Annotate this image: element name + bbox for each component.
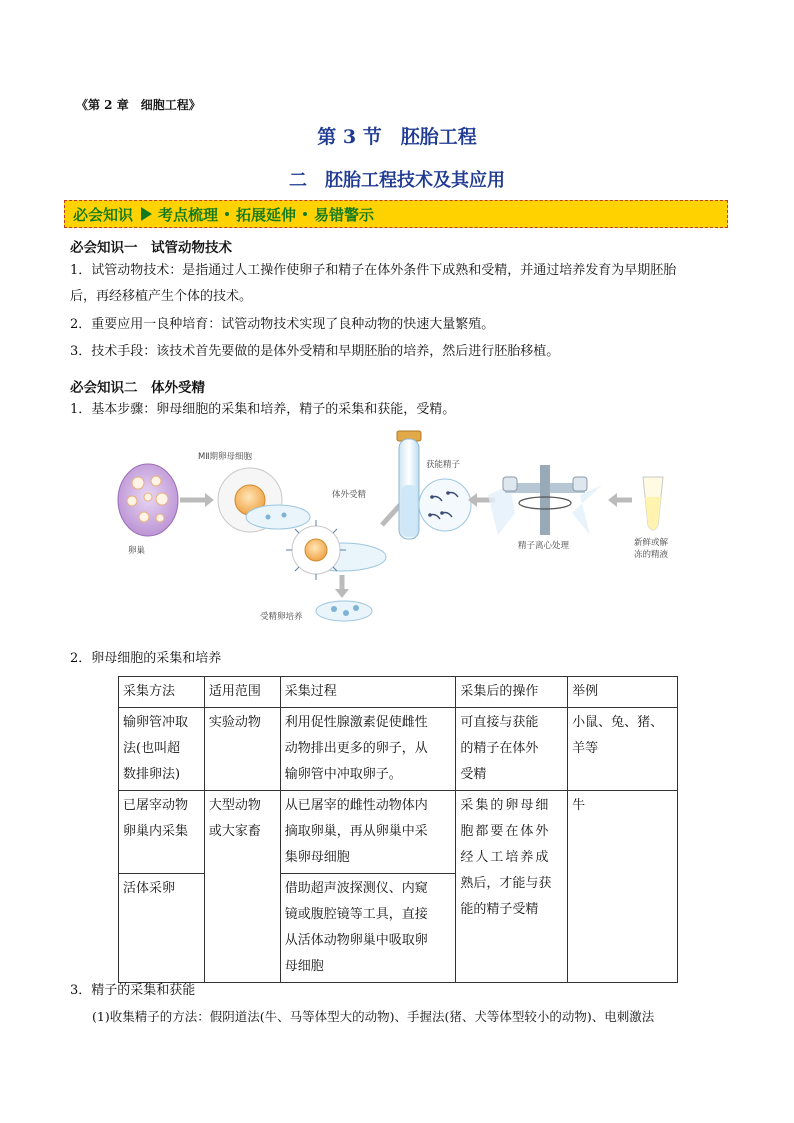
paragraph: 3．技术手段：该技术首先要做的是体外受精和早期胚胎的培养，然后进行胚胎移植。 (70, 344, 560, 359)
cell-line: 卵巢内采集 (123, 824, 189, 839)
cell-line: 或大家畜 (208, 824, 261, 839)
table-row (119, 791, 678, 874)
banner-item: 考点梳理 (158, 205, 219, 224)
oocyte-dish-illustration (218, 468, 310, 532)
cell-line: 母细胞 (284, 959, 324, 974)
table-cell (119, 708, 205, 791)
cell-line: 的精子在体外 (460, 741, 539, 756)
semen-label: 冻的精液 (634, 550, 669, 560)
zygote-dish-illustration (316, 601, 372, 621)
cell-line: 胞都要在体外 (460, 824, 551, 839)
arrow-icon (382, 505, 400, 525)
paragraph: 后，再经移植产生个体的技术。 (70, 289, 253, 304)
ovary-illustration (118, 464, 178, 536)
cell-line: 从活体动物卵巢中吸取卵 (284, 933, 428, 948)
oocyte-collection-table (118, 676, 678, 983)
chapter-label: 《第 2 章 细胞工程》 (76, 98, 201, 112)
table-cell: 活体采卵 (119, 874, 205, 983)
subsection-title: 二 胚胎工程技术及其应用 (289, 170, 505, 191)
cell-line: 集卵母细胞 (284, 850, 350, 865)
arrow-icon (335, 589, 349, 598)
cell-line: 大型动物 (208, 798, 261, 813)
cell-line: 镜或腹腔镜等工具，直接 (284, 907, 428, 922)
cell-line: 熟后，才能与获 (460, 876, 552, 891)
table-cell: 实验动物 (204, 708, 280, 791)
table-cell (280, 874, 456, 983)
cell-line: 受精 (460, 767, 487, 782)
arrow-icon (608, 493, 617, 507)
cell-line: 小鼠、兔、猪、 (572, 715, 664, 730)
banner-item: 拓展延伸 (236, 205, 297, 224)
knowledge2-heading: 必会知识二 体外受精 (70, 380, 205, 396)
cell-line: 输卵管中冲取卵子。 (284, 767, 402, 782)
cell-line: 利用促性腺激素促使雌性 (284, 715, 428, 730)
cell-line: 借助超声波探测仪、内窥 (284, 881, 428, 896)
table-header: 采集后的操作 (456, 677, 568, 708)
zygote-culture-label: 受精卵培养 (260, 612, 303, 622)
table-cell (280, 791, 456, 874)
cell-line: 输卵管冲取 (123, 715, 189, 730)
cell-line: 能的精子受精 (460, 902, 539, 917)
table-cell: 牛 (568, 791, 678, 983)
table-cell (280, 708, 456, 791)
table-row (119, 708, 678, 791)
paragraph: 2．重要应用一良种培育：试管动物技术实现了良种动物的快速大量繁殖。 (70, 317, 495, 332)
cell-line: 摘取卵巢，再从卵巢中采 (284, 824, 428, 839)
ivf-label: 体外受精 (332, 490, 367, 500)
centrifuge-label: 精子离心处理 (518, 541, 570, 551)
table-cell (204, 791, 280, 983)
banner-label: 必会知识 (73, 205, 134, 224)
cell-line: 从已屠宰的雌性动物体内 (284, 798, 428, 813)
ovary-label: 卵巢 (128, 546, 146, 556)
arrow-icon (205, 493, 214, 507)
cell-line: 已屠宰动物 (123, 798, 189, 813)
paragraph: 3．精子的采集和获能 (70, 983, 196, 998)
capacitated-sperm-label: 获能精子 (426, 460, 461, 470)
table-cell (119, 791, 205, 874)
knowledge1-heading: 必会知识一 试管动物技术 (70, 240, 232, 256)
mii-oocyte-label: MⅡ期卵母细胞 (198, 452, 253, 462)
cell-line: 羊等 (572, 741, 599, 756)
sperm-dish-illustration (419, 479, 471, 531)
cell-line: 法(也叫超 (123, 741, 181, 756)
semen-label: 新鲜或解 (634, 538, 669, 548)
table-header: 采集过程 (280, 677, 456, 708)
knowledge-banner (64, 200, 728, 228)
cell-line: 动物排出更多的卵子，从 (284, 741, 428, 756)
centrifuge-illustration (488, 465, 602, 535)
table-cell (456, 791, 568, 983)
semen-tube-illustration (643, 477, 663, 530)
table-header: 采集方法 (119, 677, 205, 708)
cell-line: 经人工培养成 (460, 850, 551, 865)
paragraph: 2．卵母细胞的采集和培养 (70, 651, 222, 666)
banner-item: 易错警示 (314, 205, 375, 224)
ivf-dish-illustration (286, 520, 386, 580)
play-arrow-icon (141, 207, 152, 221)
cell-line: 数排卵法) (123, 767, 181, 782)
ivf-process-diagram (110, 425, 690, 640)
table-cell (456, 708, 568, 791)
bullet-icon (225, 212, 229, 216)
test-tube-illustration (397, 431, 421, 539)
cell-line: 可直接与获能 (460, 715, 539, 730)
paragraph: 1．试管动物技术：是指通过人工操作使卵子和精子在体外条件下成熟和受精，并通过培养发育为早期胚胎 (70, 263, 677, 278)
table-header: 适用范围 (204, 677, 280, 708)
bullet-icon (303, 212, 307, 216)
paragraph: 1．基本步骤：卵母细胞的采集和培养，精子的采集和获能，受精。 (70, 402, 456, 417)
section-title: 第 3 节 胚胎工程 (317, 126, 477, 148)
table-header-row (119, 677, 678, 708)
table-header: 举例 (568, 677, 678, 708)
cell-line: 采集的卵母细 (460, 798, 551, 813)
paragraph: (1)收集精子的方法：假阴道法(牛、马等体型大的动物)、手握法(猪、犬等体型较小的动物)、电刺激法 (92, 1009, 655, 1024)
table-cell (568, 708, 678, 791)
